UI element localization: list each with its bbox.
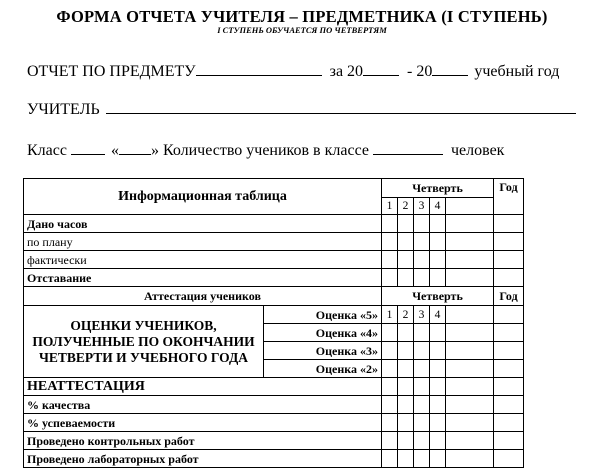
quality-label: % качества <box>24 396 382 414</box>
class-letter-field[interactable] <box>119 139 151 155</box>
grade-quarter-4-header: 4 <box>430 306 446 324</box>
cell[interactable] <box>398 414 414 432</box>
cell[interactable] <box>398 396 414 414</box>
year-suffix-label: учебный год <box>474 63 560 80</box>
cell[interactable] <box>414 450 430 468</box>
non-attestation-label: НЕАТТЕСТАЦИЯ <box>24 378 382 396</box>
grade-3-label: Оценка «3» <box>264 342 382 360</box>
cell[interactable] <box>446 432 494 450</box>
teacher-field[interactable] <box>106 98 576 114</box>
cell[interactable] <box>398 450 414 468</box>
cell[interactable] <box>398 324 414 342</box>
year-to-label: - 20 <box>407 63 433 80</box>
cell[interactable] <box>398 342 414 360</box>
cell[interactable] <box>446 450 494 468</box>
cell[interactable] <box>382 450 398 468</box>
cell[interactable] <box>414 396 430 414</box>
cell[interactable] <box>382 233 398 251</box>
cell[interactable] <box>382 432 398 450</box>
students-label: Количество учеников в классе <box>162 142 369 159</box>
cell[interactable] <box>382 360 398 378</box>
teacher-label: УЧИТЕЛЬ <box>27 101 100 118</box>
cell[interactable] <box>430 360 446 378</box>
year-to-field[interactable] <box>432 60 468 76</box>
cell[interactable] <box>494 378 524 396</box>
report-table <box>23 178 524 468</box>
cell[interactable] <box>430 450 446 468</box>
tests-done-label: Проведено контрольных работ <box>24 432 382 450</box>
grade-2-label: Оценка «2» <box>264 360 382 378</box>
plan-label: по плану <box>24 233 382 251</box>
quarter-blank-cell[interactable] <box>446 198 494 215</box>
attestation-quarter-header: Четверть <box>382 287 494 306</box>
attestation-label: Аттестация учеников <box>24 287 382 306</box>
cell[interactable] <box>494 269 524 287</box>
cell[interactable] <box>398 233 414 251</box>
cell[interactable] <box>414 414 430 432</box>
cell[interactable] <box>494 215 524 233</box>
cell[interactable] <box>382 342 398 360</box>
cell[interactable] <box>414 233 430 251</box>
cell[interactable] <box>446 342 494 360</box>
cell[interactable] <box>430 233 446 251</box>
cell[interactable] <box>430 378 446 396</box>
year-header: Год <box>494 179 524 215</box>
cell[interactable] <box>446 360 494 378</box>
class-quote-open: « <box>110 142 119 159</box>
cell[interactable] <box>446 215 494 233</box>
cell[interactable] <box>382 378 398 396</box>
cell[interactable] <box>494 251 524 269</box>
form-subtitle: I СТУПЕНЬ ОБУЧАЕТСЯ ПО ЧЕТВЕРТЯМ <box>217 25 387 35</box>
cell[interactable] <box>430 251 446 269</box>
form-title: ФОРМА ОТЧЕТА УЧИТЕЛЯ – ПРЕДМЕТНИКА (I СТУПЕНЬ) <box>56 7 548 26</box>
cell[interactable] <box>382 251 398 269</box>
cell[interactable] <box>414 251 430 269</box>
class-line <box>27 139 504 160</box>
cell[interactable] <box>446 269 494 287</box>
cell[interactable] <box>494 396 524 414</box>
labs-done-label: Проведено лабораторных работ <box>24 450 382 468</box>
quarter-header: Четверть <box>382 179 494 198</box>
cell[interactable] <box>414 360 430 378</box>
cell[interactable] <box>494 342 524 360</box>
cell[interactable] <box>414 269 430 287</box>
students-unit-label: человек <box>450 142 505 159</box>
cell[interactable] <box>382 269 398 287</box>
cell[interactable] <box>446 306 494 324</box>
cell[interactable] <box>446 396 494 414</box>
teacher-line <box>27 98 576 119</box>
cell[interactable] <box>430 269 446 287</box>
cell[interactable] <box>446 233 494 251</box>
cell[interactable] <box>382 396 398 414</box>
year-from-label: за 20 <box>329 63 364 80</box>
cell[interactable] <box>382 215 398 233</box>
info-table-title: Информационная таблица <box>24 179 382 215</box>
cell[interactable] <box>414 342 430 360</box>
quarter-1-header: 1 <box>382 198 398 215</box>
cell[interactable] <box>414 432 430 450</box>
cell[interactable] <box>494 450 524 468</box>
cell[interactable] <box>446 378 494 396</box>
subject-label: ОТЧЕТ ПО ПРЕДМЕТУ <box>27 63 196 80</box>
lag-label: Отставание <box>24 269 382 287</box>
subject-field[interactable] <box>196 60 322 76</box>
cell[interactable] <box>430 432 446 450</box>
cell[interactable] <box>430 324 446 342</box>
cell[interactable] <box>430 342 446 360</box>
students-count-field[interactable] <box>373 139 443 155</box>
quarter-3-header: 3 <box>414 198 430 215</box>
quarter-2-header: 2 <box>398 198 414 215</box>
cell[interactable] <box>494 414 524 432</box>
attestation-year-header: Год <box>494 287 524 306</box>
cell[interactable] <box>414 215 430 233</box>
cell[interactable] <box>398 360 414 378</box>
cell[interactable] <box>398 251 414 269</box>
cell[interactable] <box>446 414 494 432</box>
progress-label: % успеваемости <box>24 414 382 432</box>
cell[interactable] <box>494 324 524 342</box>
cell[interactable] <box>382 414 398 432</box>
cell[interactable] <box>430 396 446 414</box>
cell[interactable] <box>398 378 414 396</box>
cell[interactable] <box>446 251 494 269</box>
cell[interactable] <box>398 269 414 287</box>
cell[interactable] <box>398 215 414 233</box>
cell[interactable] <box>382 324 398 342</box>
cell[interactable] <box>494 432 524 450</box>
grade-4-label: Оценка «4» <box>264 324 382 342</box>
grade-5-label: Оценка «5» <box>264 306 382 324</box>
hours-label: Дано часов <box>24 215 382 233</box>
cell[interactable] <box>414 324 430 342</box>
cell[interactable] <box>494 360 524 378</box>
quarter-4-header: 4 <box>430 198 446 215</box>
cell[interactable] <box>430 215 446 233</box>
cell[interactable] <box>446 324 494 342</box>
grade-quarter-1-header: 1 <box>382 306 398 324</box>
class-number-field[interactable] <box>71 139 105 155</box>
subject-line <box>27 60 559 81</box>
class-label: Класс <box>27 142 67 159</box>
grade-quarter-3-header: 3 <box>414 306 430 324</box>
class-quote-close: » <box>150 142 159 159</box>
cell[interactable] <box>414 378 430 396</box>
cell[interactable] <box>398 432 414 450</box>
cell[interactable] <box>494 306 524 324</box>
cell[interactable] <box>430 414 446 432</box>
actual-label: фактически <box>24 251 382 269</box>
grades-label: ОЦЕНКИ УЧЕНИКОВ, ПОЛУЧЕННЫЕ ПО ОКОНЧАНИИ ЧЕТВЕРТИ И УЧЕБНОГО ГОДА <box>24 306 264 378</box>
year-from-field[interactable] <box>363 60 399 76</box>
grade-quarter-2-header: 2 <box>398 306 414 324</box>
cell[interactable] <box>494 233 524 251</box>
